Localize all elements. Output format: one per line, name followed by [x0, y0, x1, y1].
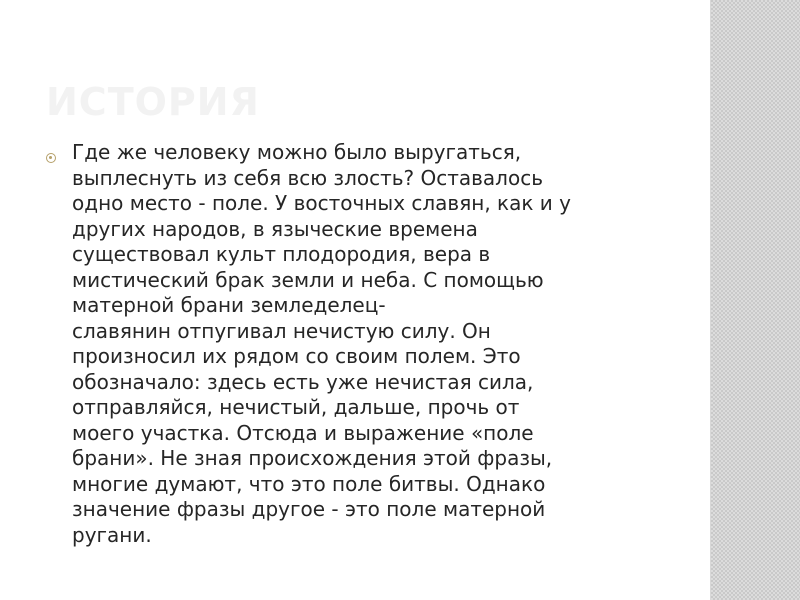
side-panel-decoration: [711, 0, 800, 600]
circle-bullet-icon: [46, 153, 56, 163]
bullet-item: [46, 140, 686, 548]
slide-title: ИСТОРИЯ: [46, 80, 260, 124]
bullet-text: Где же человеку можно было выругаться, выплеснуть из себя всю злость? Оставалось одно место - поле. У восточных славян, как и у других народов, в языческие времена существовал культ плодородия, вера в мистический брак земли и неба. С помощью матерной брани земледелец- славянин отпугивал нечистую силу. Он произносил их рядом со своим полем. Это обозначало: здесь есть уже нечистая сила, отправляйся, нечистый, дальше, прочь от моего участка. Отсюда и выражение «поле брани». Не зная происхождения этой фразы, многие думают, что это поле битвы. Однако значение фразы другое - это поле матерной ругани.: [72, 140, 571, 547]
slide-content: [46, 140, 686, 548]
